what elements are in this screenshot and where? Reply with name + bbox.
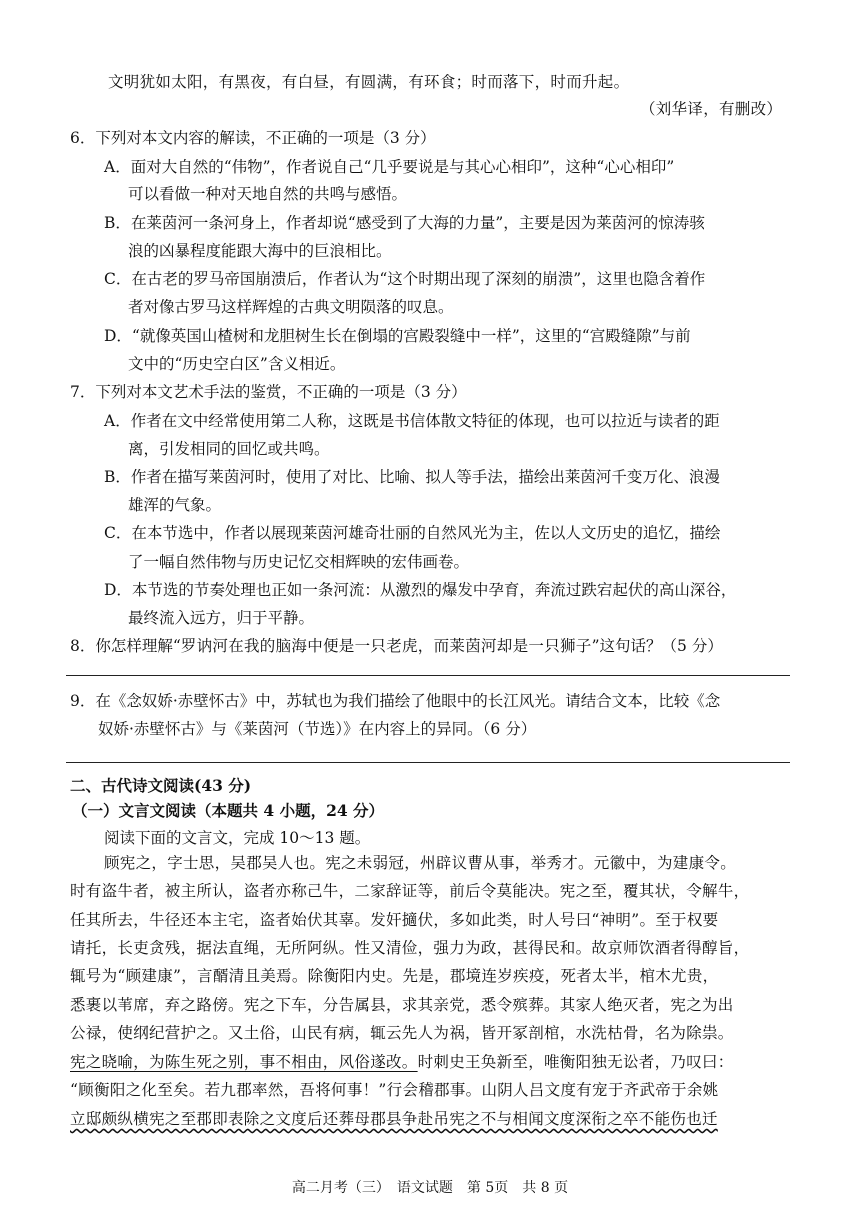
- q9-stem: 9．在《念奴娇·赤壁怀古》中，苏轼也为我们描绘了他眼中的长江风光。请结合文本，比较《念: [70, 692, 721, 710]
- q7-option-c-cont: 了一幅自然伟物与历史记忆交相辉映的宏伟画卷。: [128, 553, 470, 571]
- q6-option-c-cont: 者对像古罗马这样辉煌的古典文明陨落的叹息。: [128, 298, 454, 316]
- classical-line: [70, 1052, 734, 1072]
- section-title: 二、古代诗文阅读(43 分): [70, 776, 252, 795]
- q6-option-d-cont: 文中的“历史空白区”含义相近。: [128, 355, 346, 373]
- q6-option-a: A．面对大自然的“伟物”，作者说自己“几乎要说是与其心心相印”，这种“心心相印”: [104, 158, 675, 176]
- classical-line: 悉裹以苇席，弃之路傍。宪之下车，分告属县，求其亲党，悉令殡葬。其家人绝灭者，宪之为出: [70, 996, 734, 1014]
- classical-line: 时有盗牛者，被主所认，盗者亦称己牛，二家辞证等，前后令莫能决。宪之至，覆其状，令解牛，: [70, 882, 750, 900]
- q6-option-b-cont: 浪的凶暴程度能跟大海中的巨浪相比。: [128, 242, 392, 260]
- q7-option-d-cont: 最终流入远方，归于平静。: [128, 609, 315, 627]
- classical-line: 顾宪之，字士思，吴郡吴人也。宪之未弱冠，州辟议曹从事，举秀才。元徽中，为建康令。: [104, 854, 737, 872]
- q8-answer-line: [66, 675, 790, 676]
- classical-line: “顾衡阳之化至矣。若九郡率然，吾将何事！”行会稽郡事。山阴人吕文度有宠于齐武帝于余姚: [70, 1081, 719, 1099]
- classical-line: 辄号为“顾建康”，言醑清且美焉。除衡阳内史。先是，郡境连岁疾疫，死者太半，棺木尤贵，: [70, 967, 719, 985]
- page-footer: 高二月考（三） 语文试题 第 5页 共 8 页: [291, 1180, 569, 1196]
- unpunctuated-sentence: 立邸颇纵横宪之至郡即表除之文度后还葬母郡县争赴吊宪之不与相闻文度深衔之卒不能伤也迁: [70, 1110, 718, 1128]
- classical-line-rest: 时刺史王奂新至，唯衡阳独无讼者，乃叹曰：: [417, 1053, 734, 1071]
- classical-line: 请托，长吏贪残，据法直绳，无所阿纵。性又清俭，强力为政，甚得民和。故京师饮酒者得醇旨，: [70, 939, 750, 957]
- q8-quote: 罗讷河在我的脑海中便是一只老虎，而莱茵河却是一只狮子: [180, 637, 592, 655]
- passage-attribution: （刘华译，有删改）: [640, 100, 783, 118]
- q7-option-d: D．本节选的节奏处理也正如一条河流：从激烈的爆发中孕育，奔流过跌宕起伏的高山深谷，: [104, 581, 737, 599]
- q7-option-b: B．作者在描写莱茵河时，使用了对比、比喻、拟人等手法，描绘出莱茵河千变万化、浪漫: [104, 468, 720, 486]
- q6-option-a-cont: 可以看做一种对天地自然的共鸣与感悟。: [128, 185, 408, 203]
- passage-last-line: 文明犹如太阳，有黑夜，有白昼，有圆满，有环食；时而落下，时而升起。: [108, 73, 630, 91]
- q9-answer-line: [66, 762, 790, 763]
- q6-option-b: B．在莱茵河一条河身上，作者却说“感受到了大海的力量”，主要是因为莱茵河的惊涛骇: [104, 214, 705, 232]
- q8-stem-pre: 8．你怎样理解“: [70, 637, 181, 655]
- q8-stem-post: ”这句话？（5 分）: [591, 637, 723, 655]
- q6-option-c: C．在古老的罗马帝国崩溃后，作者认为“这个时期出现了深刻的崩溃”，这里也隐含着作: [104, 270, 706, 288]
- underlined-sentence: 宪之晓喻，为陈生死之别，事不相由，风俗遂改。: [70, 1053, 418, 1071]
- subsection-title: （一）文言文阅读（本题共 4 小题，24 分）: [72, 801, 385, 820]
- q8-stem: [70, 636, 723, 656]
- q7-option-a: A．作者在文中经常使用第二人称，这既是书信体散文特征的体现，也可以拉近与读者的距: [104, 412, 720, 430]
- q6-option-d: D．“就像英国山楂树和龙胆树生长在倒塌的宫殿裂缝中一样”，这里的“宫殿缝隙”与前: [104, 327, 691, 345]
- q7-stem: 7．下列对本文艺术手法的鉴赏，不正确的一项是（3 分）: [70, 383, 467, 401]
- classical-line: 公禄，使纲纪营护之。又土俗，山民有病，辄云先人为祸，皆开冢剖棺，水洗枯骨，名为除祟。: [70, 1024, 734, 1042]
- q6-stem: 6．下列对本文内容的解读，不正确的一项是（3 分）: [70, 129, 436, 147]
- classical-line: 任其所去，牛径还本主宅，盗者始伏其辜。发奸擿伏，多如此类，时人号曰“神明”。至于权要: [70, 911, 719, 929]
- reading-instruction: 阅读下面的文言文，完成 10～13 题。: [104, 829, 371, 847]
- q7-option-b-cont: 雄浑的气象。: [128, 496, 222, 514]
- q9-stem-cont: 奴娇·赤壁怀古》与《莱茵河（节选）》在内容上的异同。（6 分）: [98, 720, 537, 738]
- q7-option-a-cont: 离，引发相同的回忆或共鸣。: [128, 440, 330, 458]
- q7-option-c: C．在本节选中，作者以展现莱茵河雄奇壮丽的自然风光为主，佐以人文历史的追忆，描绘: [104, 524, 721, 542]
